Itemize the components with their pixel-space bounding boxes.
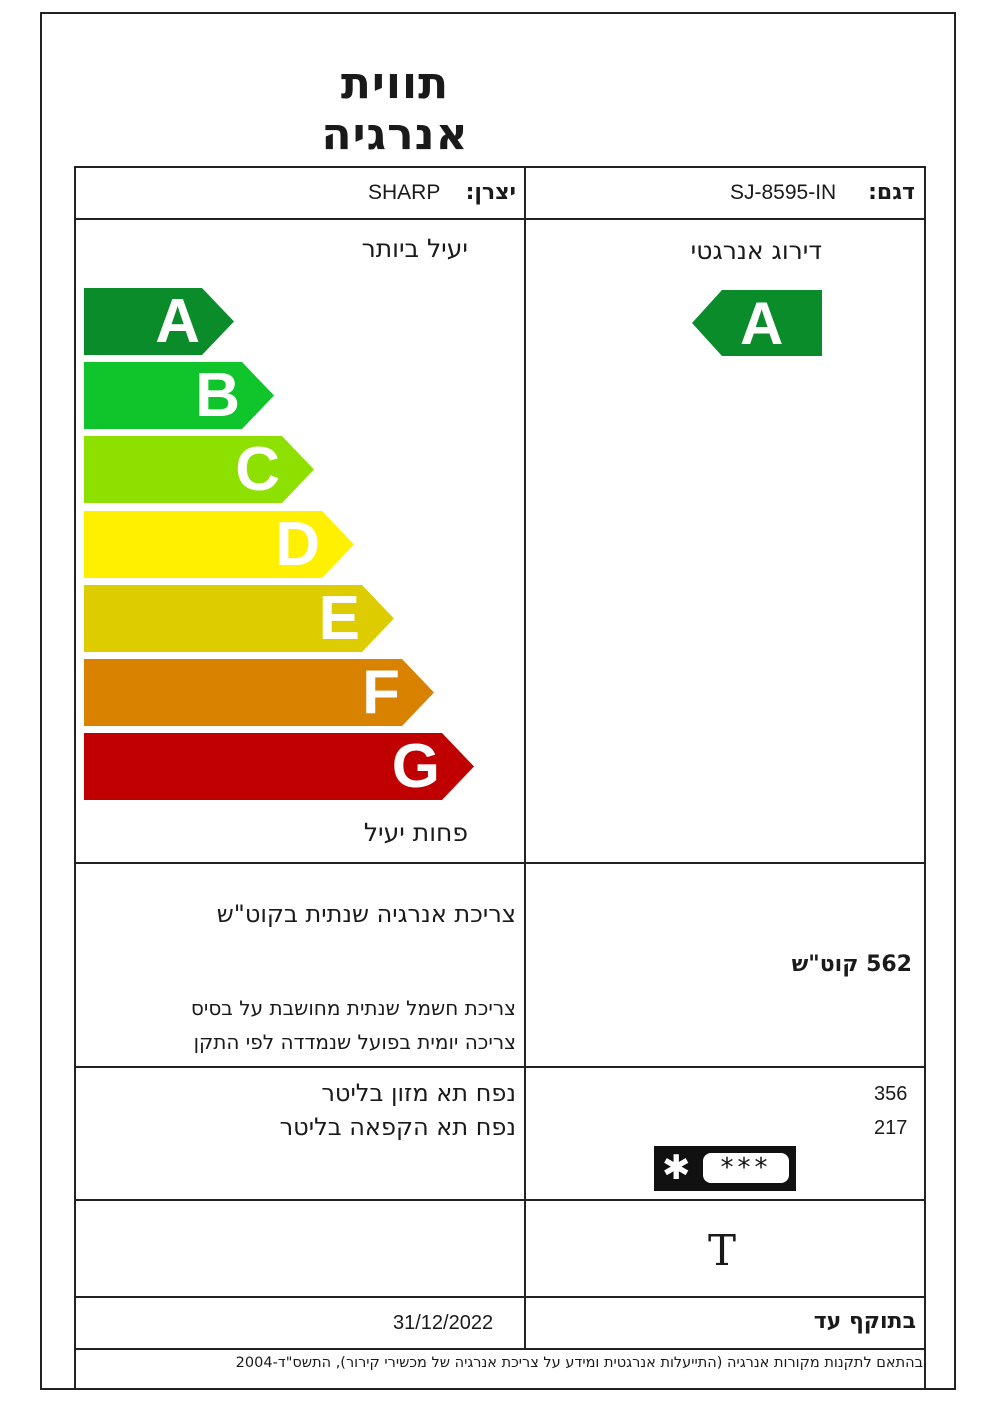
annual-consumption-value: 562 קוט"ש bbox=[791, 952, 912, 977]
class-letter-e: E bbox=[318, 584, 360, 653]
least-efficient-label: פחות יעיל bbox=[363, 818, 468, 847]
label-title: תווית אנרגיה bbox=[321, 58, 469, 160]
column-divider bbox=[524, 166, 526, 1350]
class-letter-b: B bbox=[195, 361, 240, 430]
annual-consumption-label: צריכת אנרגיה שנתית בקוט"ש bbox=[216, 900, 516, 928]
valid-until-value: 31/12/2022 bbox=[393, 1312, 494, 1334]
class-bar-d bbox=[84, 511, 354, 578]
model-value: SJ-8595-IN bbox=[730, 181, 837, 204]
energy-rating-letter: A bbox=[740, 289, 784, 357]
snowflake-icon: ✱ bbox=[662, 1148, 691, 1188]
class-letter-c: C bbox=[235, 435, 280, 504]
consumption-note-line1: צריכת חשמל שנתית מחושבת על בסיס bbox=[190, 996, 516, 1020]
table-top-border bbox=[74, 166, 926, 168]
table-left-border bbox=[74, 166, 76, 1390]
class-letter-g: G bbox=[391, 732, 440, 801]
regulation-footer: בהתאם לתקנות מקורות אנרגיה (התייעלות אנרגטית ומידע על צריכת אנרגיה של מכשירי קירור), התשס"ד-2004 bbox=[235, 1355, 923, 1371]
header-row-divider bbox=[74, 218, 926, 220]
class-bar-f bbox=[84, 659, 434, 726]
climate-class-value: T bbox=[708, 1226, 737, 1275]
manufacturer-label: יצרן: bbox=[465, 180, 516, 205]
volume-row-divider bbox=[74, 1199, 926, 1201]
class-bar-g bbox=[84, 733, 474, 800]
energy-rating-arrow bbox=[692, 290, 822, 356]
fresh-food-volume-value: 356 bbox=[874, 1083, 908, 1105]
fresh-food-volume-label: נפח תא מזון בליטר bbox=[321, 1079, 516, 1107]
manufacturer-value: SHARP bbox=[368, 181, 441, 204]
most-efficient-label: יעיל ביותר bbox=[361, 234, 468, 263]
class-letter-d: D bbox=[275, 510, 320, 579]
class-letter-f: F bbox=[362, 658, 400, 727]
validity-row-divider bbox=[74, 1348, 926, 1350]
scale-row-divider bbox=[74, 862, 926, 864]
class-bar-shape-b bbox=[84, 362, 274, 429]
freezer-star-rating bbox=[654, 1146, 796, 1191]
consumption-note-line2: צריכה יומית בפועל שנמדדה לפי התקן bbox=[193, 1030, 516, 1054]
class-bar-a bbox=[84, 288, 234, 355]
freezer-volume-label: נפח תא הקפאה בליטר bbox=[279, 1113, 516, 1141]
energy-rating-label: דירוג אנרגטי bbox=[690, 236, 822, 265]
class-bar-e bbox=[84, 585, 394, 652]
class-bar-b bbox=[84, 362, 274, 429]
table-right-border bbox=[924, 166, 926, 1390]
consumption-row-divider bbox=[74, 1066, 926, 1068]
table-bottom-border bbox=[74, 1388, 926, 1390]
freezer-volume-value: 217 bbox=[874, 1117, 908, 1139]
freezer-stars: *** bbox=[703, 1153, 789, 1183]
valid-until-label: בתוקף עד bbox=[813, 1309, 916, 1334]
class-letter-a: A bbox=[155, 287, 200, 356]
class-bar-c bbox=[84, 436, 314, 503]
model-label: דגם: bbox=[868, 180, 915, 205]
climate-row-divider bbox=[74, 1296, 926, 1298]
